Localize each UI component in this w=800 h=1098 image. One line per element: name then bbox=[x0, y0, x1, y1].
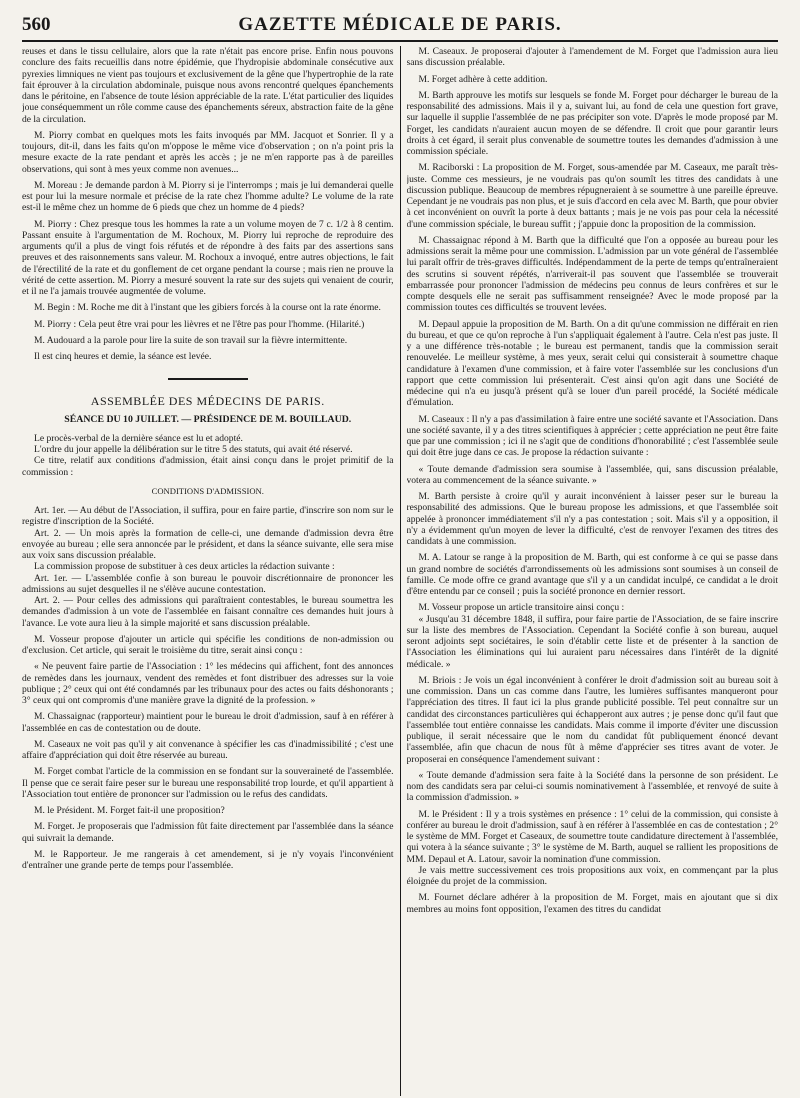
paragraph: Ce titre, relatif aux conditions d'admission, était ainsi conçu dans le projet primitif de la commission : bbox=[22, 455, 394, 478]
paragraph: M. Fournet déclare adhérer à la proposition de M. Forget, mais en ajoutant que si dix membres au moins font opposition, l'examen des titres du candidat bbox=[406, 892, 778, 915]
paragraph: M. Briois : Je vois un égal inconvénient à conférer le droit d'admission soit au bureau soit à une commission. Dans un cas comme dans l'autre, les lumières suffisantes manqueront pour l'appréciation des titres. Il faut ici la plus grande publicité possible. Tel peut connaître sur un candidat des circonstances particulières qui échapperont aux autres ; je pense donc qu'il faut que l'assemblée tout entière connaisse les candidats. Mais comme il importe d'éviter une discussion publique, il serait nécessaire que le nom du candidat fût publiquement énoncé devant l'assemblée, afin que chacun de nous fût à même d'apprécier ses titres avant de voter. Je proposerai en conséquence l'amendement suivant : bbox=[406, 674, 778, 765]
paragraph: M. le Président : Il y a trois systèmes en présence : 1° celui de la commission, qui consiste à conférer au bureau le droit d'admission, sauf à en référer à l'assemblée en cas de contestation ; 2° le système de MM. Forget et Caseaux, de soumettre toute candidature directement à l'assemblée, qui votera à la séance suivante ; 3° le système de M. Barth, auquel se rallient les propositions de MM. Depaul et A. Latour, savoir la nomination d'une commission. bbox=[406, 808, 778, 865]
paragraph: M. Barth approuve les motifs sur lesquels se fonde M. Forget pour décharger le bureau de la responsabilité des admissions. Mais il y a, suivant lui, au fond de cela une question fort grave, sur laquelle il supplie l'assemblée de ne pas précipiter son vote. D'après le mode proposé par M. Forget, les candidats n'auraient aucun moyen de se défendre. Il croit que pour garantir leurs droits à cet égard, il serait plus convenable de soumettre toutes les demandes d'admission à une commission spéciale. bbox=[406, 89, 778, 157]
paragraph: M. Depaul appuie la proposition de M. Barth. On a dit qu'une commission ne différait en rien du bureau, et que ce qu'on reproche à l'un s'appliquait également à l'autre. Cela n'est pas juste. Il y a une différence très-notable ; le bureau est permanent, tandis que la commission serait renouvelée. Le meilleur système, à mes yeux, serait celui qui consisterait à soumettre chaque candidature à l'examen d'une commission, et à faire voter l'assemblée sur les conclusions d'un rapport que cette commission lui présenterait. C'est ainsi qu'on agit dans une Société de médecine qui n'a eu jusqu'à présent qu'à se louer d'un pareil procédé, la Société médicale d'émulation. bbox=[406, 318, 778, 409]
paragraph: M. Vosseur propose d'ajouter un article qui spécifie les conditions de non-admission ou d'exclusion. Cet article, qui serait le troisième du titre, serait ainsi conçu : bbox=[22, 633, 394, 656]
paragraph: M. Raciborski : La proposition de M. Forget, sous-amendée par M. Caseaux, me paraît très-juste. Comme ces messieurs, je ne voudrais pas qu'on soumît les titres des candidats à une discussion publique. Beaucoup de membres répugneraient à se soumettre à une pareille épreuve. Cependant je ne voudrais pas non plus, et je suis d'accord en cela avec M. Barth, que pour obvier à cet inconvénient on ouvrît la porte à deux battants ; mais je ne vois pas pour cela la nécessité d'une commission spéciale, le bureau suffit ; j'appuie donc la proposition de la commission. bbox=[406, 162, 778, 230]
section-heading: ASSEMBLÉE DES MÉDECINS DE PARIS. bbox=[90, 394, 325, 409]
paragraph: M. le Rapporteur. Je me rangerais à cet amendement, si je n'y voyais l'inconvénient d'entraîner une grande perte de temps pour l'assemblée. bbox=[22, 848, 394, 871]
paragraph: M. Caseaux. Je proposerai d'ajouter à l'amendement de M. Forget que l'admission aura lieu sans discussion préalable. bbox=[406, 46, 778, 69]
journal-title: GAZETTE MÉDICALE DE PARIS. bbox=[238, 14, 562, 35]
subsection-heading: CONDITIONS D'ADMISSION. bbox=[151, 485, 264, 496]
right-column bbox=[407, 46, 779, 1096]
section-divider bbox=[168, 378, 248, 380]
paragraph: reuses et dans le tissu cellulaire, alors que la rate n'était pas encore prise. Enfin nous pouvons conclure des faits recueillis dans notre épidémie, que l'hydropisie abdominale consécutive aux pyrexies limniques ne vient pas toujours et exclusivement de la gêne que l'hypertrophie de la rate fait éprouver à la circulation abdominale, puisque nous avons rencontré quelques épanchements dans le péritoine, en l'absence de toute lésion appréciable de la rate. L'état particulier des liquides joue conséquemment un rôle comme cause des épanchements séreux, abstraction faite de la gêne de la circulation. bbox=[22, 46, 394, 125]
columns bbox=[22, 46, 778, 1096]
paragraph: M. Vosseur propose un article transitoire ainsi conçu : bbox=[418, 602, 625, 614]
page-header bbox=[22, 14, 778, 42]
paragraph: Art. 1er. — L'assemblée confie à son bureau le pouvoir discrétionnaire de prononcer les admissions au sujet desquelles il ne s'élève aucune contestation. bbox=[22, 572, 394, 595]
paragraph: La commission propose de substituer à ces deux articles la rédaction suivante : bbox=[34, 561, 335, 573]
paragraph: « Toute demande d'admission sera soumise à l'assemblée, qui, sans discussion préalable, votera au commencement de la séance suivante. » bbox=[406, 463, 778, 486]
paragraph: M. Chassaignac (rapporteur) maintient pour le bureau le droit d'admission, sauf à en référer à l'assemblée en cas de contestation ou de doute. bbox=[22, 711, 394, 734]
paragraph: M. Caseaux : Il n'y a pas d'assimilation à faire entre une société savante et l'Association. Dans une société savante, il y a des titres scientifiques à apprécier ; cette appréciation ne peut être faite que par une commission ; ici il ne s'agit que de conditions d'honorabilité ; c'est l'assemblée seule qui doit être juge dans ce cas. Je propose la rédaction suivante : bbox=[406, 413, 778, 459]
paragraph: « Jusqu'au 31 décembre 1848, il suffira, pour faire partie de l'Association, de se faire inscrire sur la liste des membres de l'Association. Cependant la Société confie à son bureau, auquel seront adjoints sept sociétaires, le soin d'établir cette liste et de présenter à la sanction de l'Association les éliminations qui lui auraient paru nécessaires dans l'intérêt de la dignité médicale. » bbox=[406, 613, 778, 670]
paragraph: M. Audouard a la parole pour lire la suite de son travail sur la fièvre intermittente. bbox=[34, 334, 348, 346]
paragraph: M. Piorry combat en quelques mots les faits invoqués par MM. Jacquot et Sonrier. Il y a toujours, dit-il, dans les faits qu'on m'oppose le même vice d'observation ; on n'a point pris la mesure exacte de la rate pendant et après les accès ; je ne m'en rapporte pas à de pareilles observations, qui sont à mes yeux comme non avenues... bbox=[22, 129, 394, 175]
paragraph: « Toute demande d'admission sera faite à la Société dans la personne de son président. Le nom des candidats sera par celui-ci soumis nominativement à l'assemblée, et renvoyé de suite à la commission d'admission. » bbox=[406, 769, 778, 804]
paragraph: M. Forget adhère à cette addition. bbox=[418, 73, 548, 85]
paragraph: M. le Président. M. Forget fait-il une proposition? bbox=[34, 805, 225, 816]
column-rule bbox=[400, 46, 401, 1096]
paragraph: Art. 1er. — Au début de l'Association, il suffira, pour en faire partie, d'inscrire son nom sur le registre d'inscription de la Société. bbox=[22, 505, 394, 528]
paragraph: Art. 2. — Un mois après la formation de celle-ci, une demande d'admission devra être envoyée au bureau ; elle sera annoncée par le président, et dans la séance suivante, elle sera mise aux voix sans discussion préalable. bbox=[22, 527, 394, 561]
paragraph: M. Begin : M. Roche me dit à l'instant que les gibiers forcés à la course ont la rate énorme. bbox=[34, 302, 381, 314]
paragraph: M. Piorry : Cela peut être vrai pour les lièvres et ne l'être pas pour l'homme. (Hilarité.) bbox=[34, 318, 365, 330]
paragraph: M. Barth persiste à croire qu'il y aurait inconvénient à laisser peser sur le bureau la responsabilité des admissions. Que le bureau propose les admissions, et que l'assemblée soit appelée à prononcer immédiatement s'il n'y a pas contestation ; soit. Mais s'il y a opposition, il n'y a évidemment qu'un moyen de lever la difficulté, c'est de renvoyer l'examen des titres des candidats à une commission. bbox=[406, 491, 778, 547]
paragraph: Je vais mettre successivement ces trois propositions aux voix, en commençant par la plus éloignée du projet de la commission. bbox=[406, 864, 778, 887]
paragraph: M. Piorry : Chez presque tous les hommes la rate a un volume moyen de 7 c. 1/2 à 8 centim. Passant ensuite à l'argumentation de M. Rochoux, M. Piorry lui reproche de reproduire des arguments qu'il a plus de vingt fois réfutés et de répondre à des faits par des assertions sans preuves et des raisonnements sans valeur. M. Rochoux a invoqué, entre autres objections, le fait de l'érectilité de la rate et du gonflement de cet organe pendant la course ; mais rien ne prouve la vérité de cette assertion. M. Piorry a mesuré souvent la rate sur des sujets qui venaient de courir, et il ne l'a jamais trouvée augmentée de volume. bbox=[22, 218, 394, 297]
page-number: 560 bbox=[22, 14, 51, 35]
paragraph: M. Moreau : Je demande pardon à M. Piorry si je l'interromps ; mais je lui demanderai quelle est pour lui la mesure normale et précise de la rate chez l'homme adulte? Le volume de la rate est-il le même chez un homme de 6 pieds que chez un homme de 4 pieds? bbox=[22, 179, 394, 214]
paragraph: M. A. Latour se range à la proposition de M. Barth, qui est conforme à ce qui se passe dans un grand nombre de sociétés d'arrondissements où les admissions sont soumises à un conseil de famille. Ce mode offre ce grand avantage que s'il y a un candidat inculpé, ce candidat a le droit d'être entendu par ce conseil ; puis la société prononce en dernier ressort. bbox=[406, 552, 778, 597]
paragraph: Art. 2. — Pour celles des admissions qui paraîtraient contestables, le bureau soumettra les demandes d'admission à un vote de l'assemblée en faisant connaître ces demandes huit jours à l'avance. Le vote aura lieu à la simple majorité et sans discussion préalable. bbox=[22, 595, 394, 629]
paragraph: Le procès-verbal de la dernière séance est lu et adopté. bbox=[34, 432, 243, 444]
paragraph: M. Chassaignac répond à M. Barth que la difficulté que l'on a opposée au bureau pour les admissions serait la même pour une commission. L'admission par un vote général de l'assemblée lui paraît offrir de très-graves difficultés. Indépendamment de la perte de temps qu'entraîneraient des scrutins si souvent répétés, n'arriverait-il pas souvent que l'assemblée se trouverait embarrassée pour prononcer l'admission de médecins peu connus de leurs confrères et sur le compte desquels elle ne serait pas suffisamment renseignée? Avec le mode proposé par la commission toutes ces difficultés se trouvent levées. bbox=[406, 234, 778, 314]
paragraph: M. Caseaux ne voit pas qu'il y ait convenance à spécifier les cas d'inadmissibilité ; c'est une affaire d'appréciation qui doit être réservée au bureau. bbox=[22, 738, 394, 761]
paragraph: « Ne peuvent faire partie de l'Association : 1° les médecins qui affichent, font des annonces de remèdes dans les journaux, vendent des remèdes et font distribuer des adresses sur la voie publique ; 2° ceux qui ont été condamnés par les tribunaux pour des actes ou faits déshonorants ; 3° ceux qui ont compromis d'une manière grave la dignité de la profession. » bbox=[22, 661, 394, 706]
paragraph: L'ordre du jour appelle la délibération sur le titre 5 des statuts, qui avait été réservé. bbox=[34, 444, 353, 455]
paragraph: Il est cinq heures et demie, la séance est levée. bbox=[34, 351, 212, 362]
paragraph: M. Forget combat l'article de la commission en se fondant sur la souveraineté de l'assemblée. Il pense que ce serait faire peser sur le bureau une responsabilité trop lourde, et qu'il appartient à l'Association tout entière de prononcer sur l'admission ou le refus des candidats. bbox=[22, 766, 394, 800]
left-column bbox=[22, 46, 394, 1096]
session-heading: SÉANCE DU 10 JUILLET. — PRÉSIDENCE DE M. BOUILLAUD. bbox=[64, 413, 352, 425]
paragraph: M. Forget. Je proposerais que l'admission fût faite directement par l'assemblée dans la séance qui suivrait la demande. bbox=[22, 821, 394, 844]
